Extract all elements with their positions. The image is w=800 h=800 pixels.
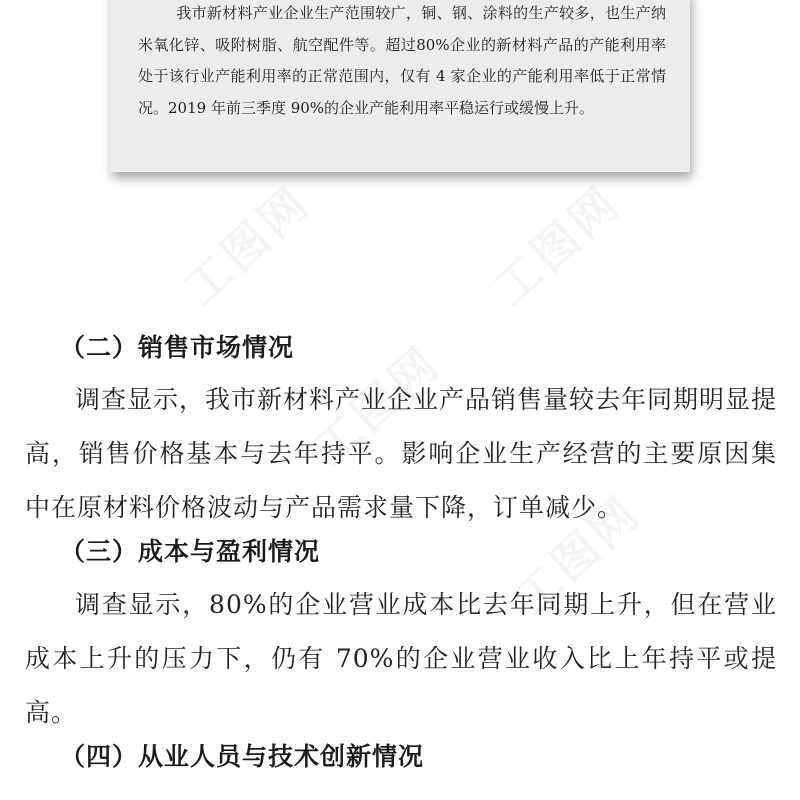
watermark: 工图网 [483,174,631,316]
section-heading-sales: （二）销售市场情况 [60,333,295,362]
section-heading-staff-innovation: （四）从业人员与技术创新情况 [60,742,425,771]
watermark: 工图网 [173,174,321,316]
callout-paragraph [138,0,666,124]
watermark: 工图网 [503,484,651,626]
section-paragraph-cost-profit: 调查显示，80%的企业营业成本比去年同期上升，但在营业成本上升的压力下，仍有 70%的企业营业收入比上年持平或提高。 [25,590,777,727]
callout-paragraph-text: 我市新材料产业企业生产范围较广，铜、钢、涂料的生产较多，也生产纳米氧化锌、吸附树脂、航空配件等。超过80%企业的新材料产品的产能利用率处于该行业产能利用率的正常范围内，仅有 4 家企业的产能利用率低于正常情况。2019 年前三季度 90%的企业产能利用率平稳运行或缓慢上升。 [138,4,666,117]
section-paragraph-sales: 调查显示，我市新材料产业企业产品销售量较去年同期明显提高，销售价格基本与去年持平。影响企业生产经营的主要原因集中在原材料价格波动与产品需求量下降，订单减少。 [25,385,778,522]
watermark: 工图网 [303,334,451,476]
section-heading-cost-profit: （三）成本与盈利情况 [60,537,321,566]
